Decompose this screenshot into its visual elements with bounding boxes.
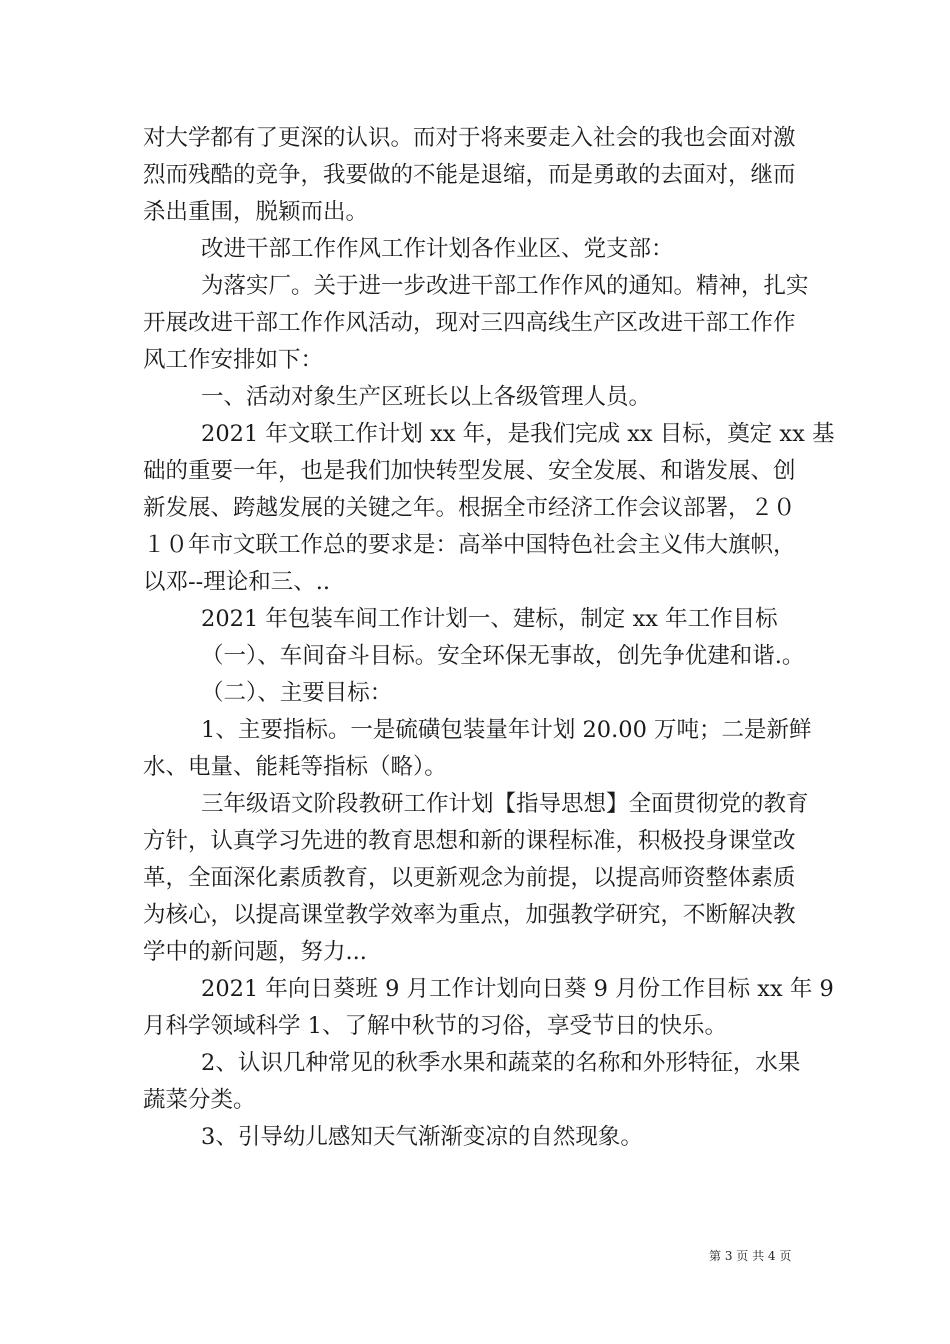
page-number: 第 3 页 共 4 页 [709,1249,792,1263]
paragraph-line: 革，全面深化素质教育，以更新观念为前提，以提高师资整体素质 [143,865,796,891]
paragraph-line: 2021 年文联工作计划 xx 年，是我们完成 xx 目标，奠定 xx 基 [201,421,835,447]
paragraph-line: 风工作安排如下： [143,347,324,373]
paragraph-line: 三年级语文阶段教研工作计划【指导思想】全面贯彻党的教育 [201,791,809,817]
paragraph-line: 改进干部工作作风工作计划各作业区、党支部： [201,236,674,262]
paragraph-line: 方针，认真学习先进的教育思想和新的课程标准，积极投身课堂改 [143,828,796,854]
paragraph-line: 新发展、跨越发展的关键之年。根据全市经济工作会议部署，２０ [143,495,796,521]
paragraph-line: 一、活动对象生产区班长以上各级管理人员。 [201,384,652,410]
paragraph-line: 2021 年向日葵班 9 月工作计划向日葵 9 月份工作目标 xx 年 9 [201,976,834,1002]
paragraph-line: 2021 年包装车间工作计划一、建标，制定 xx 年工作目标 [201,606,778,632]
paragraph-line: 础的重要一年，也是我们加快转型发展、安全发展、和谐发展、创 [143,458,796,484]
paragraph-line: 开展改进干部工作作风活动，现对三四高线生产区改进干部工作作 [143,310,796,336]
paragraph-line: 为落实厂。关于进一步改进干部工作作风的通知。精神，扎实 [201,273,809,299]
paragraph-line: 3、引导幼儿感知天气渐渐变凉的自然现象。 [201,1124,643,1150]
paragraph-line: 1、主要指标。一是硫磺包装量年计划 20.00 万吨；二是新鲜 [201,717,812,743]
paragraph-line: 月科学领域科学 1、了解中秋节的习俗，享受节日的快乐。 [143,1013,727,1039]
paragraph-line: 学中的新问题，努力... [143,939,367,965]
paragraph-line: 杀出重围，脱颖而出。 [143,199,369,225]
paragraph-line: 为核心，以提高课堂教学效率为重点，加强教学研究，不断解决教 [143,902,796,928]
paragraph-line: １０年市文联工作总的要求是：高举中国特色社会主义伟大旗帜， [143,532,796,558]
paragraph-line: 对大学都有了更深的认识。而对于将来要走入社会的我也会面对激 [143,125,796,151]
paragraph-line: 蔬菜分类。 [143,1087,256,1113]
paragraph-line: （二）、主要目标： [201,680,393,706]
paragraph-line: 以邓--理论和三、.. [143,569,331,595]
paragraph-line: 水、电量、能耗等指标（略）。 [143,754,447,780]
paragraph-line: 烈而残酷的竞争，我要做的不能是退缩，而是勇敢的去面对，继而 [143,162,796,188]
paragraph-line: （一）、车间奋斗目标。安全环保无事故，创先争优建和谐.。 [201,643,805,669]
paragraph-line: 2、认识几种常见的秋季水果和蔬菜的名称和外形特征，水果 [201,1050,801,1076]
